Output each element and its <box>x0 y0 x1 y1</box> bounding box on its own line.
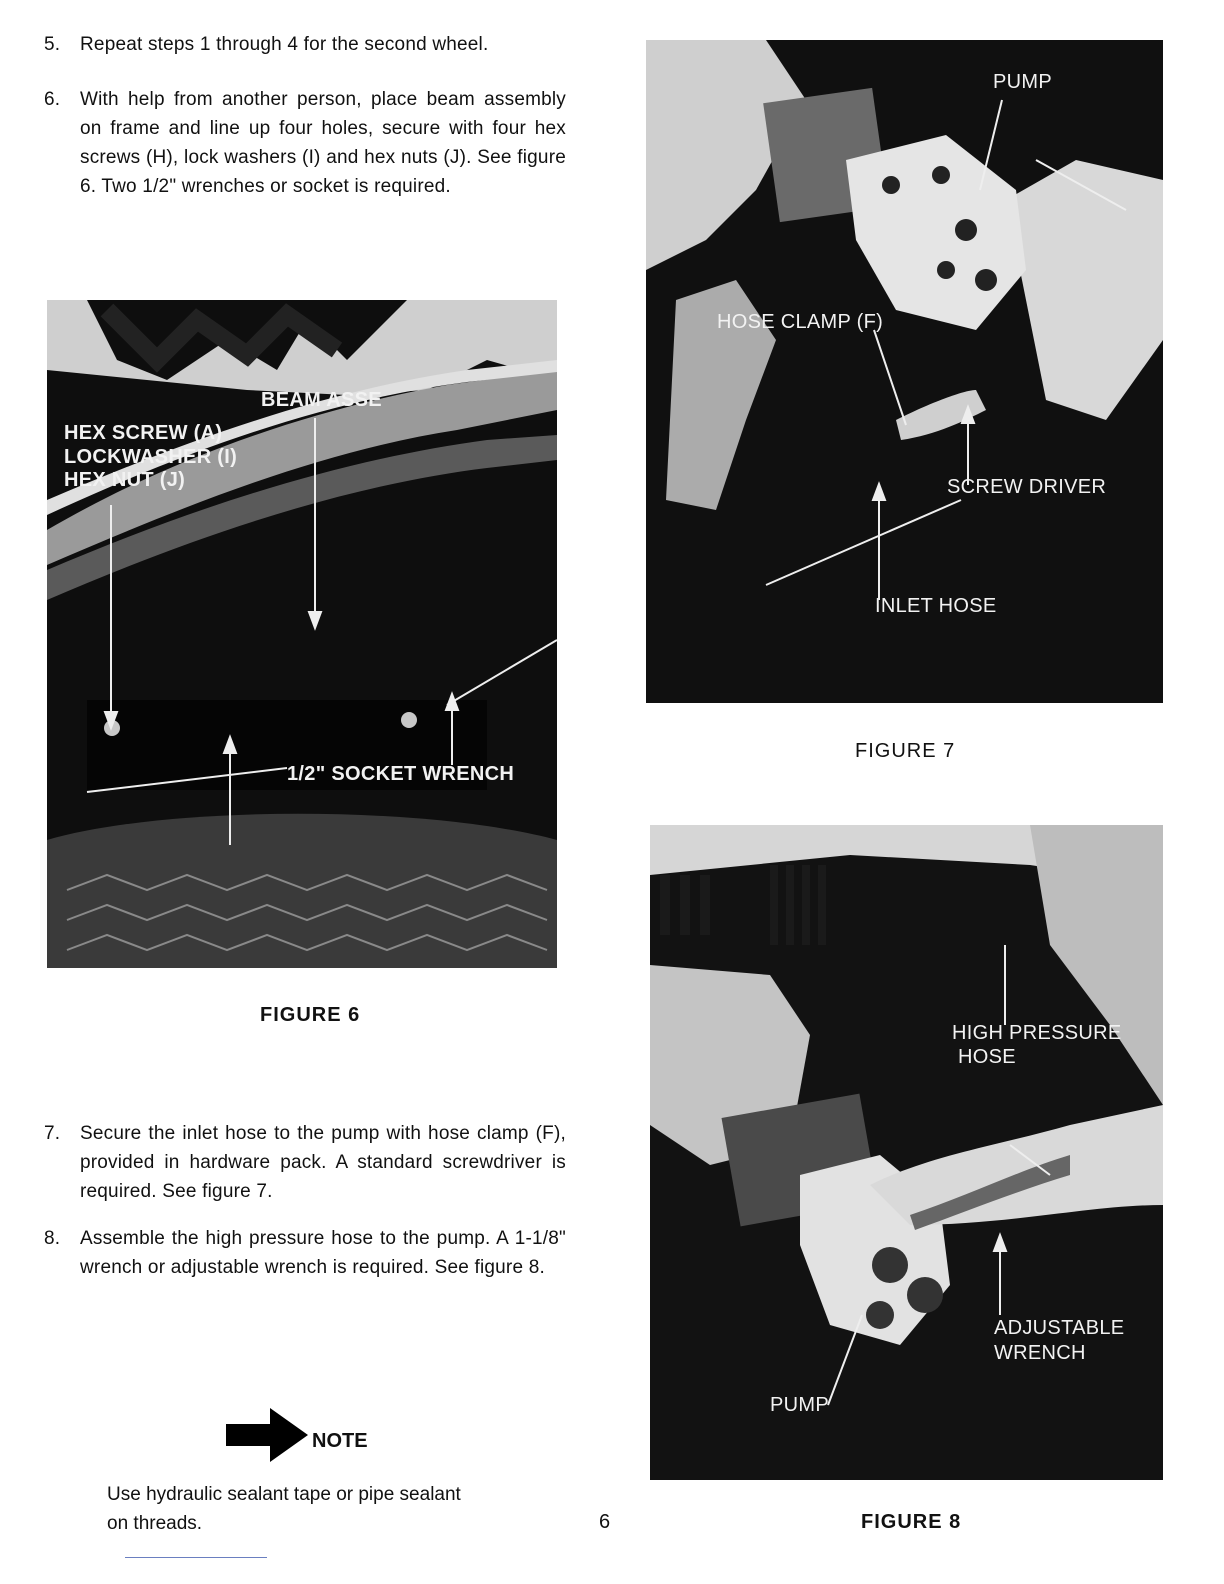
beam-assembly-label: BEAM ASSE <box>261 389 382 411</box>
note-heading: NOTE <box>312 1430 368 1452</box>
step-text: Assemble the high pressure hose to the pump. A 1-1/8" wrench or adjustable wrench is required. See figure 8. <box>80 1228 566 1278</box>
note-line-1: Use hydraulic sealant tape or pipe sealant <box>107 1484 461 1505</box>
hex-nut-label: HEX NUT (J) <box>64 469 186 491</box>
arrow-right-icon <box>226 1408 308 1462</box>
adjustable-wrench-label-line1: ADJUSTABLE <box>994 1317 1125 1339</box>
hose-clamp-label: HOSE CLAMP (F) <box>717 311 884 333</box>
step-text: Repeat steps 1 through 4 for the second wheel. <box>80 34 489 55</box>
page-number: 6 <box>599 1511 611 1533</box>
step-text: Secure the inlet hose to the pump with hose clamp (F), provided in hardware pack. A standard screwdriver is required. See figure 7. <box>80 1123 566 1202</box>
pump-label: PUMP <box>770 1394 829 1416</box>
step-number: 7. <box>44 1123 61 1144</box>
inlet-hose-label: INLET HOSE <box>875 595 997 617</box>
figure-8-photo <box>650 825 1163 1480</box>
step-7 <box>44 1119 566 1206</box>
figure-8-caption: FIGURE 8 <box>861 1511 962 1533</box>
socket-wrench-label: 1/2" SOCKET WRENCH <box>287 763 515 785</box>
figure-6-photo <box>47 300 557 968</box>
step-5 <box>44 30 566 59</box>
figure-7-photo <box>646 40 1163 703</box>
note-line-2: on threads. <box>107 1513 203 1534</box>
hex-screw-label: HEX SCREW (A) <box>64 422 223 444</box>
pump-label: PUMP <box>993 71 1052 93</box>
figure-6-caption: FIGURE 6 <box>260 1004 361 1026</box>
high-pressure-hose-label-line2: HOSE <box>958 1046 1016 1068</box>
high-pressure-hose-label-line1: HIGH PRESSURE <box>952 1022 1122 1044</box>
step-number: 6. <box>44 89 61 110</box>
screw-driver-label: SCREW DRIVER <box>947 476 1107 498</box>
adjustable-wrench-label-line2: WRENCH <box>994 1342 1086 1364</box>
divider <box>125 1557 267 1558</box>
figure-7-caption: FIGURE 7 <box>855 740 956 762</box>
step-text: With help from another person, place beam assembly on frame and line up four holes, secure with four hex screws (H), lock washers (I) and hex nuts (J). See figure 6. Two 1/2" wrenches or socket is required. <box>80 89 566 197</box>
step-6 <box>44 85 566 201</box>
lockwasher-label: LOCKWASHER (I) <box>64 446 238 468</box>
figure-8-illustration <box>650 825 1163 1480</box>
step-number: 8. <box>44 1228 61 1249</box>
step-number: 5. <box>44 34 61 55</box>
step-8 <box>44 1224 566 1282</box>
